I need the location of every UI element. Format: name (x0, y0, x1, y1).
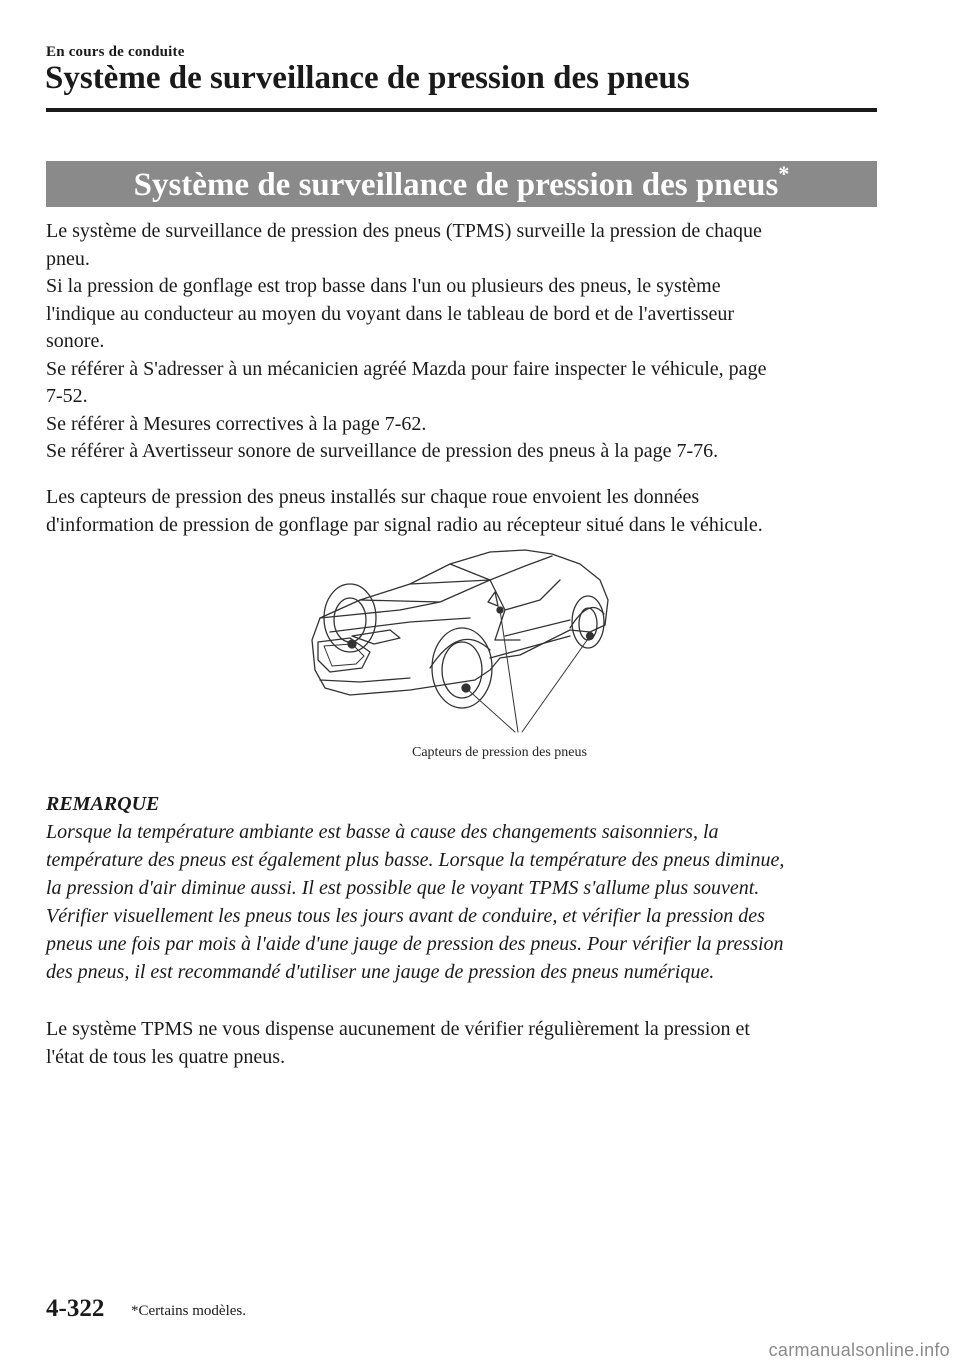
page-number: 4-322 (46, 1295, 105, 1322)
note-block (46, 790, 896, 986)
title-rule (46, 108, 877, 112)
note-line: température des pneus est également plus basse. Lorsque la température des pneus diminue, (46, 849, 785, 871)
banner-title: Système de surveillance de pression des pneus (133, 167, 779, 203)
note-line: des pneus, il est recommandé d'utiliser une jauge de pression des pneus numérique. (46, 961, 715, 983)
note-line: la pression d'air diminue aussi. Il est possible que le voyant TPMS s'allume plus souvent. (46, 877, 760, 899)
intro-line: sonore. (46, 330, 105, 352)
reference-line: Se référer à Avertisseur sonore de surveillance de pression des pneus à la page 7-76. (46, 440, 719, 462)
watermark: carmanualsonline.info (768, 1340, 950, 1360)
section-label: En cours de conduite (46, 44, 185, 60)
reference-line: Se référer à Mesures correctives à la page 7-62. (46, 412, 427, 435)
intro-line: Si la pression de gonflage est trop basse dans l'un ou plusieurs des pneus, le système (46, 275, 721, 297)
closing-line: Le système TPMS ne vous dispense aucunement de vérifier régulièrement la pression et (46, 1018, 750, 1040)
page-title: Système de surveillance de pression des pneus (45, 60, 690, 96)
intro-line: l'indique au conducteur au moyen du voyant dans le tableau de bord et de l'avertisseur (46, 302, 735, 325)
section-banner (46, 161, 877, 207)
sensors-line: d'information de pression de gonflage par signal radio au récepteur situé dans le véhicule. (46, 513, 763, 536)
note-line: Vérifier visuellement les pneus tous les jours avant de conduire, et vérifier la pression des (46, 905, 765, 927)
note-line: pneus une fois par mois à l'aide d'une jauge de pression des pneus. Pour vérifier la pression (46, 933, 784, 955)
banner-asterisk: * (778, 161, 790, 186)
intro-line: pneu. (46, 247, 90, 270)
intro-line: Le système de surveillance de pression des pneus (TPMS) surveille la pression de chaque (46, 220, 762, 242)
note-line: Lorsque la température ambiante est basse à cause des changements saisonniers, la (46, 821, 719, 843)
sensors-paragraph (46, 484, 886, 539)
figure-caption: Capteurs de pression des pneus (412, 745, 587, 760)
closing-paragraph (46, 1016, 886, 1071)
note-heading: REMARQUE (46, 793, 160, 815)
intro-paragraph (46, 218, 886, 466)
reference-line: 7-52. (46, 385, 88, 407)
closing-line: l'état de tous les quatre pneus. (46, 1045, 286, 1068)
car-illustration (290, 540, 630, 772)
reference-line: Se référer à S'adresser à un mécanicien agréé Mazda pour faire inspecter le véhicule, page (46, 357, 767, 380)
footnote: *Certains modèles. (131, 1303, 246, 1319)
sensors-line: Les capteurs de pression des pneus installés sur chaque roue envoient les données (46, 486, 700, 508)
